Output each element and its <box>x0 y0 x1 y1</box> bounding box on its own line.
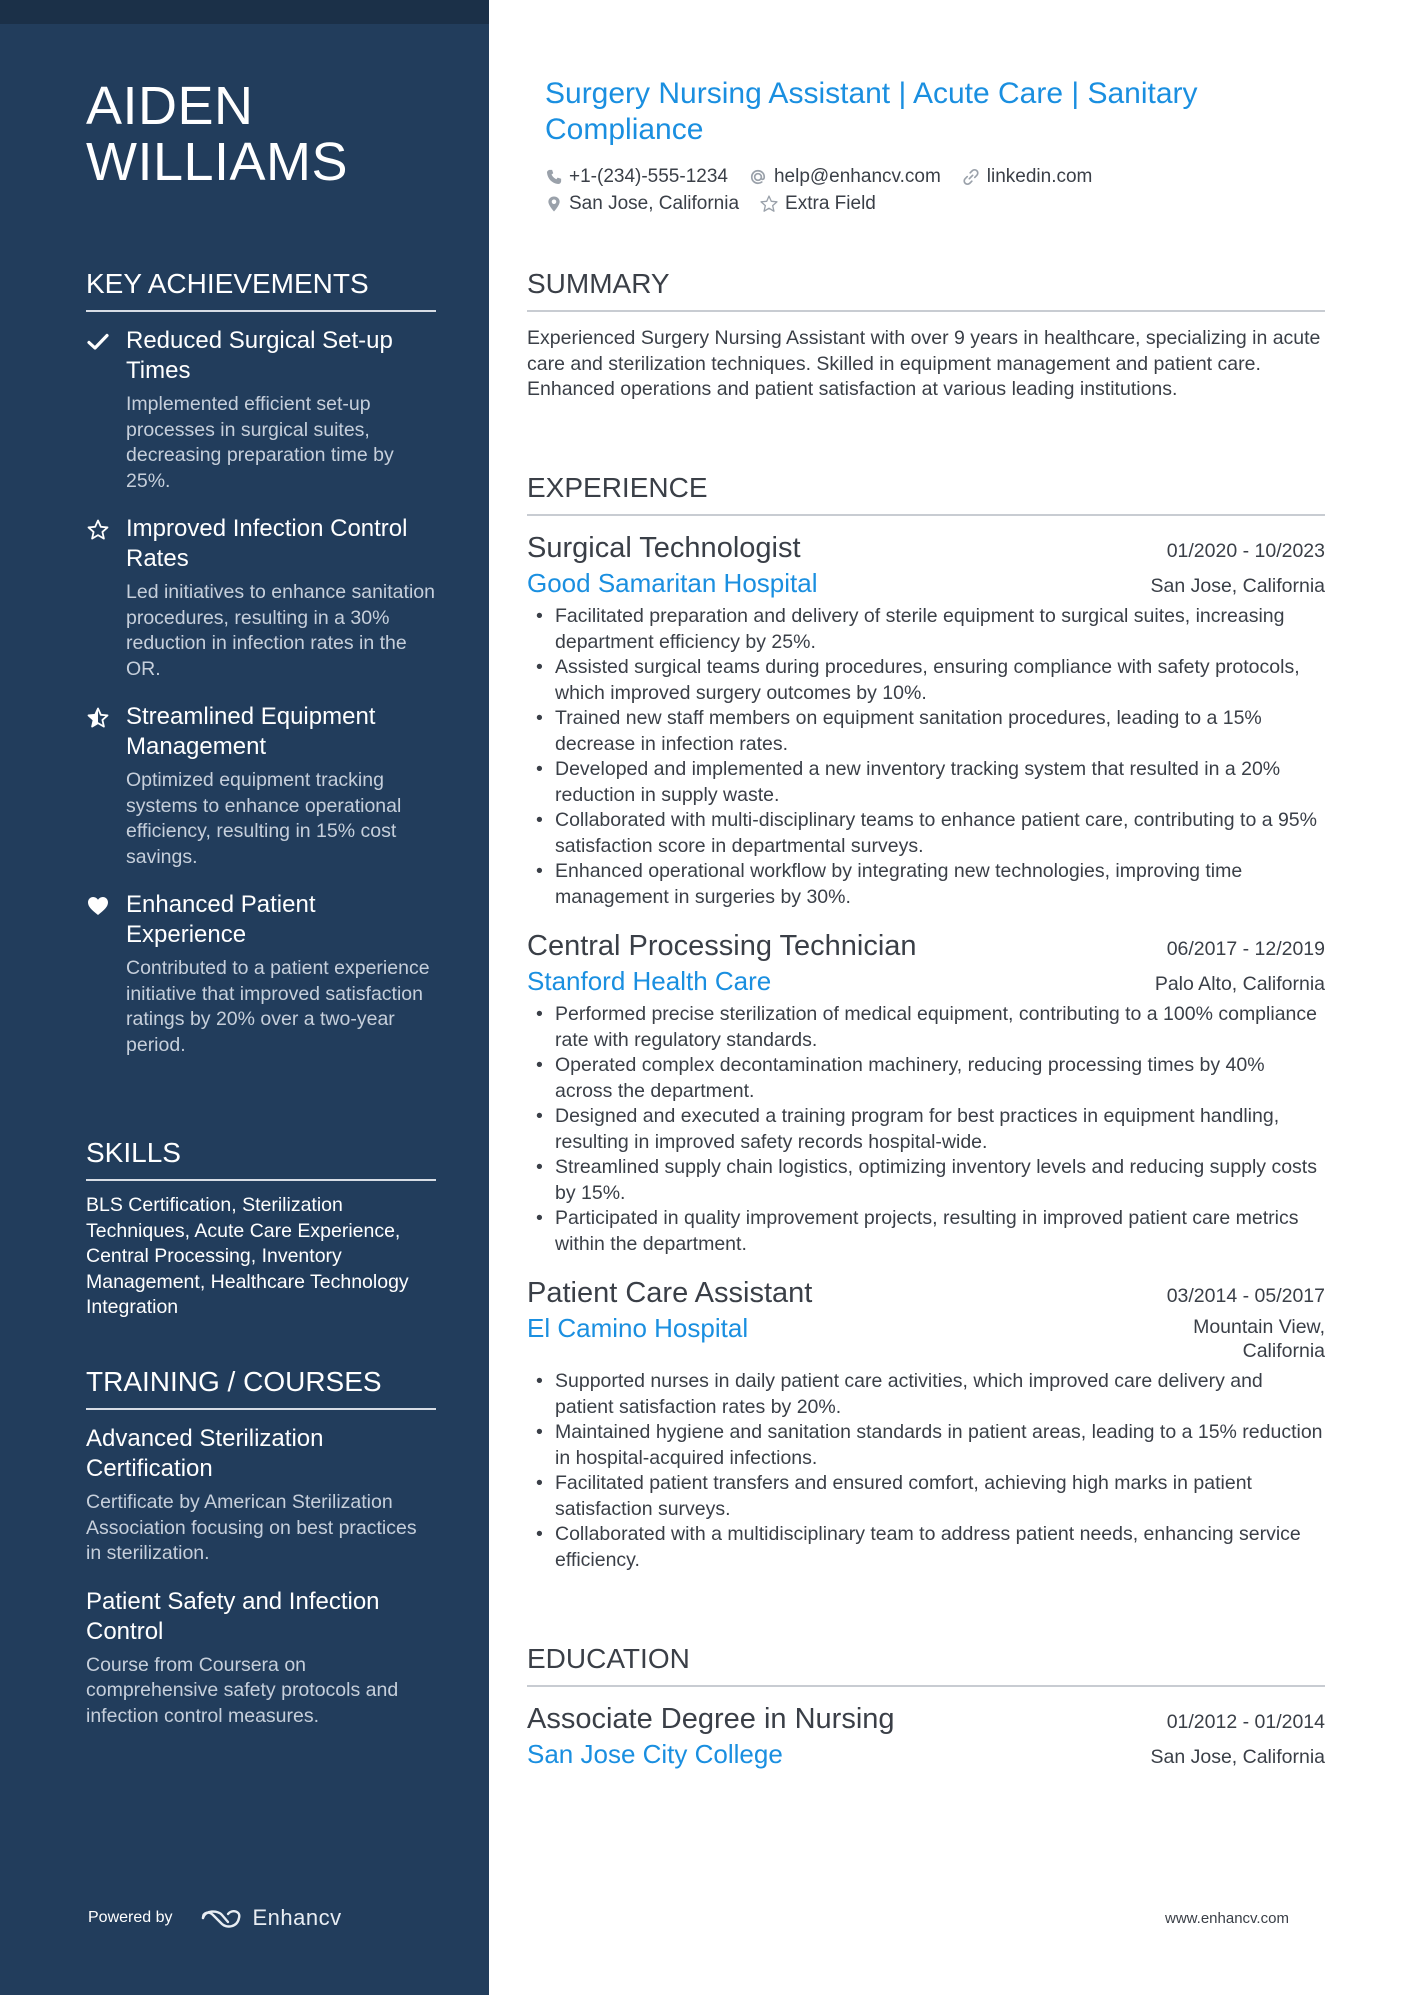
star-outline-icon <box>86 518 112 544</box>
job-location: Palo Alto, California <box>1154 973 1325 995</box>
skills-heading: SKILLS <box>86 1137 436 1181</box>
job-bullet: • Facilitated patient transfers and ensured comfort, achieving high marks in patient satisfaction surveys. <box>527 1471 1325 1522</box>
achievement-description: Implemented efficient set-up processes in surgical suites, decreasing preparation time by 25%. <box>126 393 394 492</box>
email-at-icon <box>748 167 768 187</box>
heart-icon <box>86 894 112 920</box>
footer-website-link[interactable]: www.enhancv.com <box>1165 1910 1289 1927</box>
job-bullet: • Collaborated with a multidisciplinary team to address patient needs, enhancing service efficiency. <box>527 1522 1325 1573</box>
job-bullet: • Facilitated preparation and delivery of sterile equipment to surgical suites, increasing department efficiency by 25%. <box>527 604 1325 655</box>
powered-by-label: Powered by <box>88 1909 173 1926</box>
job-dates: 03/2014 - 05/2017 <box>1166 1285 1325 1307</box>
training-section <box>86 1366 436 1729</box>
star-outline-icon <box>759 194 779 214</box>
candidate-name-text: AIDEN WILLIAMS <box>86 76 349 192</box>
job-location: Mountain View, California <box>1193 1316 1325 1362</box>
sidebar-top-strip <box>0 0 489 24</box>
job-title: Surgical Technologist <box>527 532 801 564</box>
course-item <box>86 1424 436 1567</box>
link-icon <box>961 167 981 187</box>
achievement-title: Reduced Surgical Set-up Times <box>126 327 393 384</box>
job-bullet: • Trained new staff members on equipment sanitation procedures, leading to a 15% decrease in infection rates. <box>527 706 1325 757</box>
job-company: Good Samaritan Hospital <box>527 568 818 598</box>
education-school: San Jose City College <box>527 1739 783 1769</box>
job-title: Central Processing Technician <box>527 930 917 962</box>
job-location: San Jose, California <box>1150 575 1325 597</box>
achievement-title: Improved Infection Control Rates <box>126 515 408 572</box>
contact-info <box>545 163 1335 217</box>
achievement-description: Led initiatives to enhance sanitation procedures, resulting in a 30% reduction in infection rates in the OR. <box>126 581 435 680</box>
powered-by <box>88 1905 342 1931</box>
education-section <box>527 1643 1325 1771</box>
education-entry <box>527 1701 1325 1771</box>
linkedin-text: linkedin.com <box>986 166 1093 187</box>
email-contact[interactable] <box>748 163 941 190</box>
job-bullets <box>527 604 1325 910</box>
summary-text: Experienced Surgery Nursing Assistant with over 9 years in healthcare, specializing in acute care and sterilization techniques. Skilled in equipment management and patient care. Enhanced operations and patient satisfaction at various leading institutions. <box>527 327 1321 400</box>
course-title: Advanced Sterilization Certification <box>86 1425 324 1482</box>
job-entry <box>527 1275 1325 1573</box>
job-entry <box>527 530 1325 910</box>
phone-contact[interactable] <box>545 163 728 190</box>
education-school-row <box>527 1737 1325 1771</box>
experience-heading: EXPERIENCE <box>527 472 1325 516</box>
job-company-row <box>527 566 1325 600</box>
education-degree: Associate Degree in Nursing <box>527 1703 895 1735</box>
summary-heading: SUMMARY <box>527 268 1325 312</box>
summary-section <box>527 268 1325 403</box>
course-title: Patient Safety and Infection Control <box>86 1587 380 1645</box>
enhancv-brand-text: Enhancv <box>252 1905 342 1930</box>
job-entry <box>527 928 1325 1257</box>
enhancv-logo-icon <box>199 1906 245 1930</box>
location-pin-icon <box>545 194 563 214</box>
course-description: Certificate by American Sterilization Association focusing on best practices in sterilization. <box>86 1491 417 1564</box>
contact-row <box>545 163 1335 190</box>
job-title-row <box>527 1275 1325 1311</box>
email-text: help@enhancv.com <box>773 166 941 187</box>
job-bullet: • Assisted surgical teams during procedures, ensuring compliance with safety protocols, which improved surgery outcomes by 10%. <box>527 655 1325 706</box>
achievement-item <box>86 890 436 1058</box>
job-bullet: • Performed precise sterilization of medical equipment, contributing to a 100% compliance rate with regulatory standards. <box>527 1002 1325 1053</box>
star-half-icon <box>86 706 112 732</box>
achievement-description: Contributed to a patient experience initiative that improved satisfaction ratings by 20% over a two-year period. <box>126 957 430 1056</box>
achievement-item <box>86 702 436 870</box>
job-title-row <box>527 928 1325 964</box>
job-company-row <box>527 1311 1325 1363</box>
achievement-title: Enhanced Patient Experience <box>126 891 316 948</box>
job-company-row <box>527 964 1325 998</box>
extra-field-text: Extra Field <box>785 193 876 214</box>
key-achievements-heading: KEY ACHIEVEMENTS <box>86 268 436 312</box>
job-bullets <box>527 1369 1325 1573</box>
job-dates: 06/2017 - 12/2019 <box>1166 938 1325 960</box>
job-company: Stanford Health Care <box>527 966 772 996</box>
check-icon <box>86 330 112 356</box>
enhancv-logo[interactable] <box>199 1905 342 1931</box>
job-bullet: • Maintained hygiene and sanitation standards in patient areas, leading to a 15% reduction in hospital-acquired infections. <box>527 1420 1325 1471</box>
headline: Surgery Nursing Assistant | Acute Care | Sanitary Compliance <box>545 77 1198 146</box>
course-item <box>86 1587 436 1730</box>
experience-section <box>527 472 1325 1573</box>
job-bullet: • Developed and implemented a new inventory tracking system that resulted in a 20% reduction in supply waste. <box>527 757 1325 808</box>
location-text: San Jose, California <box>569 193 740 214</box>
key-achievements-section <box>86 268 436 1058</box>
job-bullet: • Participated in quality improvement projects, resulting in improved patient care metrics within the department. <box>527 1206 1325 1257</box>
achievement-item <box>86 514 436 682</box>
education-location: San Jose, California <box>1150 1746 1325 1768</box>
job-title-row <box>527 530 1325 566</box>
training-heading: TRAINING / COURSES <box>86 1366 436 1410</box>
job-bullets <box>527 1002 1325 1257</box>
sidebar <box>0 0 489 1995</box>
phone-icon <box>545 168 563 186</box>
achievement-title: Streamlined Equipment Management <box>126 703 376 760</box>
location-contact <box>545 190 739 217</box>
job-bullet: • Supported nurses in daily patient care activities, which improved care delivery and patient satisfaction rates by 20%. <box>527 1369 1325 1420</box>
education-heading: EDUCATION <box>527 1643 1325 1687</box>
achievement-description: Optimized equipment tracking systems to enhance operational efficiency, resulting in 15% cost savings. <box>126 769 402 868</box>
job-bullet: • Designed and executed a training program for best practices in equipment handling, resulting in improved safety records hospital-wide. <box>527 1104 1325 1155</box>
phone-text: +1-(234)-555-1234 <box>569 166 728 187</box>
achievement-item <box>86 326 436 494</box>
education-degree-row <box>527 1701 1325 1737</box>
education-dates: 01/2012 - 01/2014 <box>1166 1711 1325 1733</box>
job-dates: 01/2020 - 10/2023 <box>1166 540 1325 562</box>
skills-list: BLS Certification, Sterilization Techniques, Acute Care Experience, Central Processing, Inventory Management, Healthcare Technology Integration <box>86 1194 409 1318</box>
job-bullet: • Enhanced operational workflow by integrating new technologies, improving time management in surgeries by 30%. <box>527 859 1325 910</box>
job-company: El Camino Hospital <box>527 1313 749 1343</box>
skills-section <box>86 1137 436 1321</box>
candidate-name <box>86 78 489 190</box>
course-description: Course from Coursera on comprehensive safety protocols and infection control measures. <box>86 1653 399 1727</box>
job-bullet: • Operated complex decontamination machinery, reducing processing times by 40% across the department. <box>527 1053 1325 1104</box>
job-bullet: • Collaborated with multi-disciplinary teams to enhance patient care, contributing to a 95% satisfaction score in departmental surveys. <box>527 808 1325 859</box>
job-bullet: • Streamlined supply chain logistics, optimizing inventory levels and reducing supply costs by 15%. <box>527 1155 1325 1206</box>
job-title: Patient Care Assistant <box>527 1277 813 1309</box>
extra-field-contact <box>759 190 876 217</box>
contact-row <box>545 190 1335 217</box>
linkedin-contact[interactable] <box>961 163 1093 190</box>
